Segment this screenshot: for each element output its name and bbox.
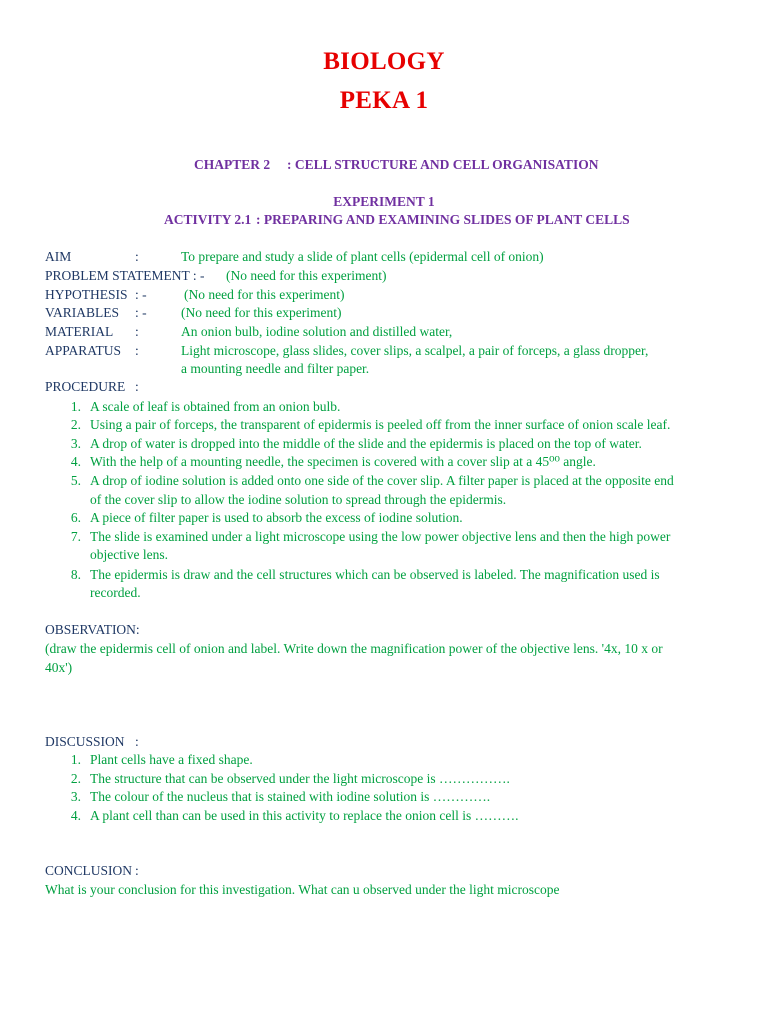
procedure-step-number: 8. [70, 567, 81, 582]
title-biology: BIOLOGY [323, 48, 445, 75]
activity-text: : PREPARING AND EXAMINING SLIDES OF PLANT CELLS [256, 212, 630, 227]
procedure-step-number: 1. [70, 399, 81, 414]
procedure-step: The epidermis is draw and the cell structures which can be observed is labeled. The magnification used is [90, 567, 660, 582]
procedure-step-number: 5. [70, 473, 81, 488]
procedure-step: Using a pair of forceps, the transparent of epidermis is peeled off from the inner surface of onion scale leaf. [90, 417, 671, 432]
apparatus-label: APPARATUS [45, 343, 122, 358]
observation-heading: OBSERVATION: [45, 622, 140, 637]
discussion-sep: : [135, 734, 139, 749]
discussion-item-number: 3. [70, 789, 81, 804]
procedure-step-continued: recorded. [90, 585, 141, 600]
procedure-step: With the help of a mounting needle, the specimen is covered with a cover slip at a 45⁰⁰ angle. [90, 454, 596, 469]
procedure-step-number: 7. [70, 529, 81, 544]
problem-value: (No need for this experiment) [226, 268, 387, 283]
procedure-step-number: 6. [70, 510, 81, 525]
procedure-step: A scale of leaf is obtained from an onion bulb. [90, 399, 341, 414]
aim-value: To prepare and study a slide of plant cells (epidermal cell of onion) [181, 249, 544, 264]
apparatus-value-line2: a mounting needle and filter paper. [181, 361, 370, 376]
procedure-step-number: 4. [70, 454, 81, 469]
discussion-item-number: 2. [70, 771, 81, 786]
discussion-item: The colour of the nucleus that is stained with iodine solution is …………. [90, 789, 491, 804]
procedure-step-number: 3. [70, 436, 81, 451]
material-label: MATERIAL [45, 324, 114, 339]
procedure-sep: : [135, 379, 139, 394]
title-peka: PEKA 1 [339, 87, 429, 114]
discussion-item-number: 1. [70, 752, 81, 767]
variables-sep: : - [135, 305, 147, 320]
discussion-item: Plant cells have a fixed shape. [90, 752, 253, 767]
conclusion-sep: : [135, 863, 139, 878]
chapter-label: CHAPTER 2 [194, 157, 271, 172]
procedure-step: A drop of iodine solution is added onto one side of the cover slip. A filter paper is placed at the opposite end [90, 473, 674, 488]
procedure-step: The slide is examined under a light microscope using the low power objective lens and then the high power [90, 529, 671, 544]
variables-value: (No need for this experiment) [181, 305, 342, 320]
procedure-step-continued: objective lens. [90, 547, 168, 562]
hypothesis-sep: : - [135, 287, 147, 302]
discussion-item: A plant cell than can be used in this activity to replace the onion cell is ………. [90, 808, 519, 823]
problem-label: PROBLEM STATEMENT : - [45, 268, 205, 283]
procedure-step-number: 2. [70, 417, 81, 432]
procedure-step: A drop of water is dropped into the middle of the slide and the epidermis is placed on the top of water. [90, 436, 642, 451]
apparatus-sep: : [135, 343, 139, 358]
procedure-step-continued: of the cover slip to allow the iodine solution to spread through the epidermis. [90, 492, 507, 507]
activity-label: ACTIVITY 2.1 [164, 212, 252, 227]
conclusion-heading: CONCLUSION [45, 863, 133, 878]
hypothesis-label: HYPOTHESIS [45, 287, 128, 302]
conclusion-text: What is your conclusion for this investigation. What can u observed under the light microscope [45, 882, 560, 897]
procedure-heading: PROCEDURE [45, 379, 126, 394]
discussion-heading: DISCUSSION [45, 734, 125, 749]
aim-label: AIM [45, 249, 72, 264]
aim-sep: : [135, 249, 139, 264]
material-sep: : [135, 324, 139, 339]
apparatus-value-line1: Light microscope, glass slides, cover slips, a scalpel, a pair of forceps, a glass dropper, [181, 343, 649, 358]
chapter-text: : CELL STRUCTURE AND CELL ORGANISATION [287, 157, 599, 172]
variables-label: VARIABLES [45, 305, 120, 320]
procedure-step: A piece of filter paper is used to absorb the excess of iodine solution. [90, 510, 463, 525]
hypothesis-value: (No need for this experiment) [184, 287, 345, 302]
experiment-heading: EXPERIMENT 1 [333, 194, 435, 209]
discussion-item-number: 4. [70, 808, 81, 823]
material-value: An onion bulb, iodine solution and distilled water, [181, 324, 453, 339]
observation-text-line1: (draw the epidermis cell of onion and label. Write down the magnification power of the objective lens. '4x, 10 x or [45, 641, 663, 656]
discussion-item: The structure that can be observed under the light microscope is ……………. [90, 771, 510, 786]
observation-text-line2: 40x') [45, 660, 73, 675]
